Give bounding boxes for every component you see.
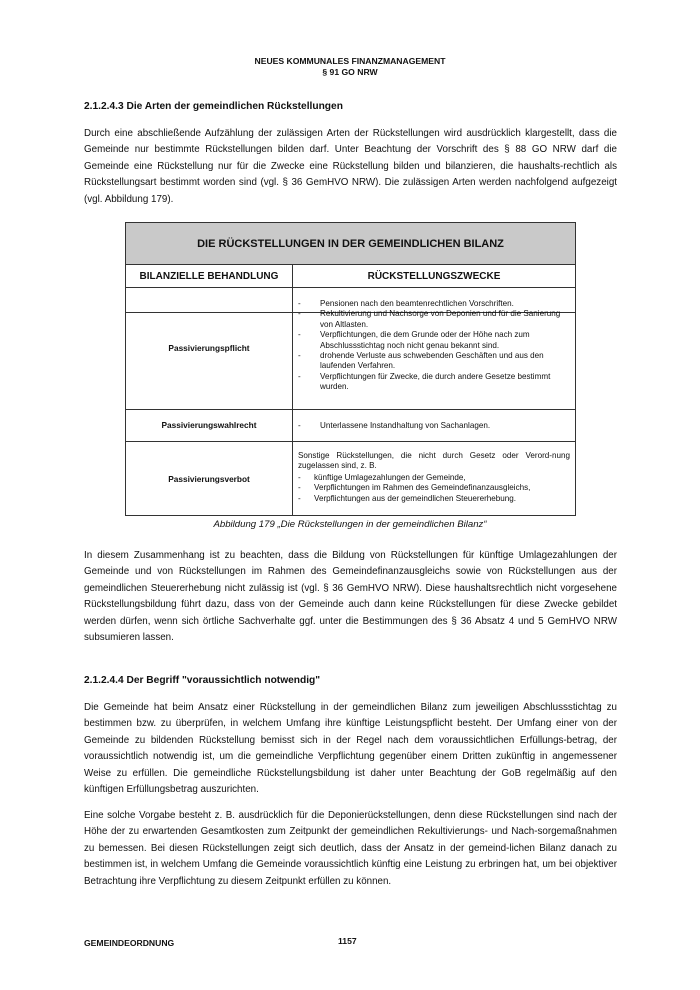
table-divider — [126, 409, 575, 410]
header-line-1: NEUES KOMMUNALES FINANZMANAGEMENT — [254, 56, 446, 66]
figure-caption: Abbildung 179 „Die Rückstellungen in der gemeindlichen Bilanz“ — [213, 519, 487, 530]
footer-title: GEMEINDEORDNUNG — [84, 938, 175, 948]
section1-paragraph: Durch eine abschließende Aufzählung der zulässigen Arten der Rückstellungen wird ausdrücklich klargestellt, dass die Gemeinde nur bestimmte Rückstellungen bilden darf. Unter Beachtung der Vorschrift des § 88 GO NRW darf die Gemeinde eine Rückstellung nur für die Zwecke eine Rückstellung bilden und bilanzieren, die haushalts-rechtlich als Rückstellungsart bestimmt worden sind (vgl. § 36 GemHVO NRW). Die zulässigen Arten werden nachfolgend aufgezeigt (vgl. Abbildung 179). — [84, 128, 617, 205]
list-item: - Verpflichtungen im Rahmen des Gemeindefinanzausgleichs, — [298, 483, 531, 493]
list-item: - Pensionen nach den beamtenrechtlichen Vorschriften. — [298, 299, 514, 308]
row-items-passivierungspflicht — [298, 299, 570, 393]
paragraph-2: In diesem Zusammenhang ist zu beachten, dass die Bildung von Rückstellungen für künftige Umlagezahlungen der Gemeinde und von Rückstellungen im Rahmen des Gemeindefinanzausgleichs sowie von Rückstellungen aus der gemeindlichen Steuererhebung nicht zulässig ist (vgl. § 36 GemHVO NRW). Diese haushaltsrechtlich nicht vorgesehene Rückstellungsbildung führt dazu, dass von der Gemeinde auch dann keine Rückstellungen für diese Zwecke gebildet werden dürfen, wenn sich örtliche Sachverhalte ggf. unter die Bestimmungen des § 36 Absatz 4 und 5 GemHVO NRW subsumieren lassen. — [84, 550, 617, 644]
page-number: 1157 — [338, 936, 357, 946]
row-items-passivierungswahlrecht — [298, 421, 570, 431]
row-items-passivierungsverbot — [298, 473, 570, 504]
provisions-table — [125, 222, 576, 516]
list-item: - Verpflichtungen, die dem Grunde oder der Höhe nach zum Abschlussstichtag noch nicht genau bekannt sind. — [298, 330, 530, 350]
column-header-treatment: BILANZIELLE BEHANDLUNG — [139, 271, 279, 282]
list-item: - Verpflichtungen aus der gemeindlichen Steuererhebung. — [298, 493, 517, 503]
page-header — [0, 56, 700, 78]
section2-paragraph-2: Eine solche Vorgabe besteht z. B. ausdrücklich für die Deponierückstellungen, denn diese Rückstellungen sind nach der Höhe der zu erwartenden Gesamtkosten zum Zeitpunkt der gemeindlichen Rekultivierungs- und Nach-sorgemaßnahmen zu bemessen. Bei diesen Rückstellungen zeigt sich deutlich, dass der Ansatz in der gemeind-lichen Bilanz danach zu bestimmen ist, in welchem Umfang die Gemeinde voraussichtlich künftig eine Leistung zu erbringen hat, um bei objektiver Betrachtung ihre Verpflichtung zu diesem Zeitpunkt erfüllen zu können. — [84, 810, 617, 887]
section-heading-1: 2.1.2.4.3 Die Arten der gemeindlichen Rückstellungen — [84, 101, 343, 112]
column-header-purposes: RÜCKSTELLUNGSZWECKE — [367, 271, 501, 282]
header-line-2: § 91 GO NRW — [322, 67, 378, 77]
list-item: - Verpflichtungen für Zwecke, die durch andere Gesetze bestimmt wurden. — [298, 371, 551, 392]
table-divider — [126, 287, 575, 288]
table-title: DIE RÜCKSTELLUNGEN IN DER GEMEINDLICHEN BILANZ — [126, 223, 575, 265]
list-item: - Rekultivierung und Nachsorge von Deponien und für die Sanierung von Altlasten. — [298, 309, 561, 329]
table-divider — [126, 441, 575, 442]
row-intro-passivierungsverbot: Sonstige Rückstellungen, die nicht durch Gesetz oder Verord-nung zugelassen sind, z. B. — [298, 451, 570, 471]
row-label-passivierungsverbot: Passivierungsverbot — [168, 474, 250, 484]
list-item: - drohende Verluste aus schwebenden Geschäften und aus den laufenden Verfahren. — [298, 351, 544, 371]
table-column-divider — [292, 264, 293, 516]
list-item: - künftige Umlagezahlungen der Gemeinde, — [298, 473, 466, 482]
row-label-passivierungspflicht: Passivierungspflicht — [168, 343, 250, 353]
list-item: - Unterlassene Instandhaltung von Sachanlagen. — [298, 421, 491, 430]
section2-paragraph-1: Die Gemeinde hat beim Ansatz einer Rückstellung in der gemeindlichen Bilanz zum jeweiligen Abschlussstichtag zu bestimmen bzw. zu überprüfen, in welchem Umfang ihre künftige Leistungspflicht besteht. Der Umfang einer von der Gemeinde zu bildenden Rückstellung bemisst sich in der Regel nach dem voraussichtlichen Erfüllungs-betrag, der voraussichtlich notwendig ist, um die gemeindliche Verpflichtung gegenüber einem Dritten zukünftig in angemessener Weise zu erfüllen. Die gemeindliche Rückstellungsbildung ist daher unter Beachtung der GoB regelmäßig auf den künftigen Erfüllungsbetrag auszurichten. — [84, 702, 617, 796]
section-heading-2: 2.1.2.4.4 Der Begriff "voraussichtlich notwendig" — [84, 675, 321, 686]
row-label-passivierungswahlrecht: Passivierungswahlrecht — [161, 420, 257, 430]
